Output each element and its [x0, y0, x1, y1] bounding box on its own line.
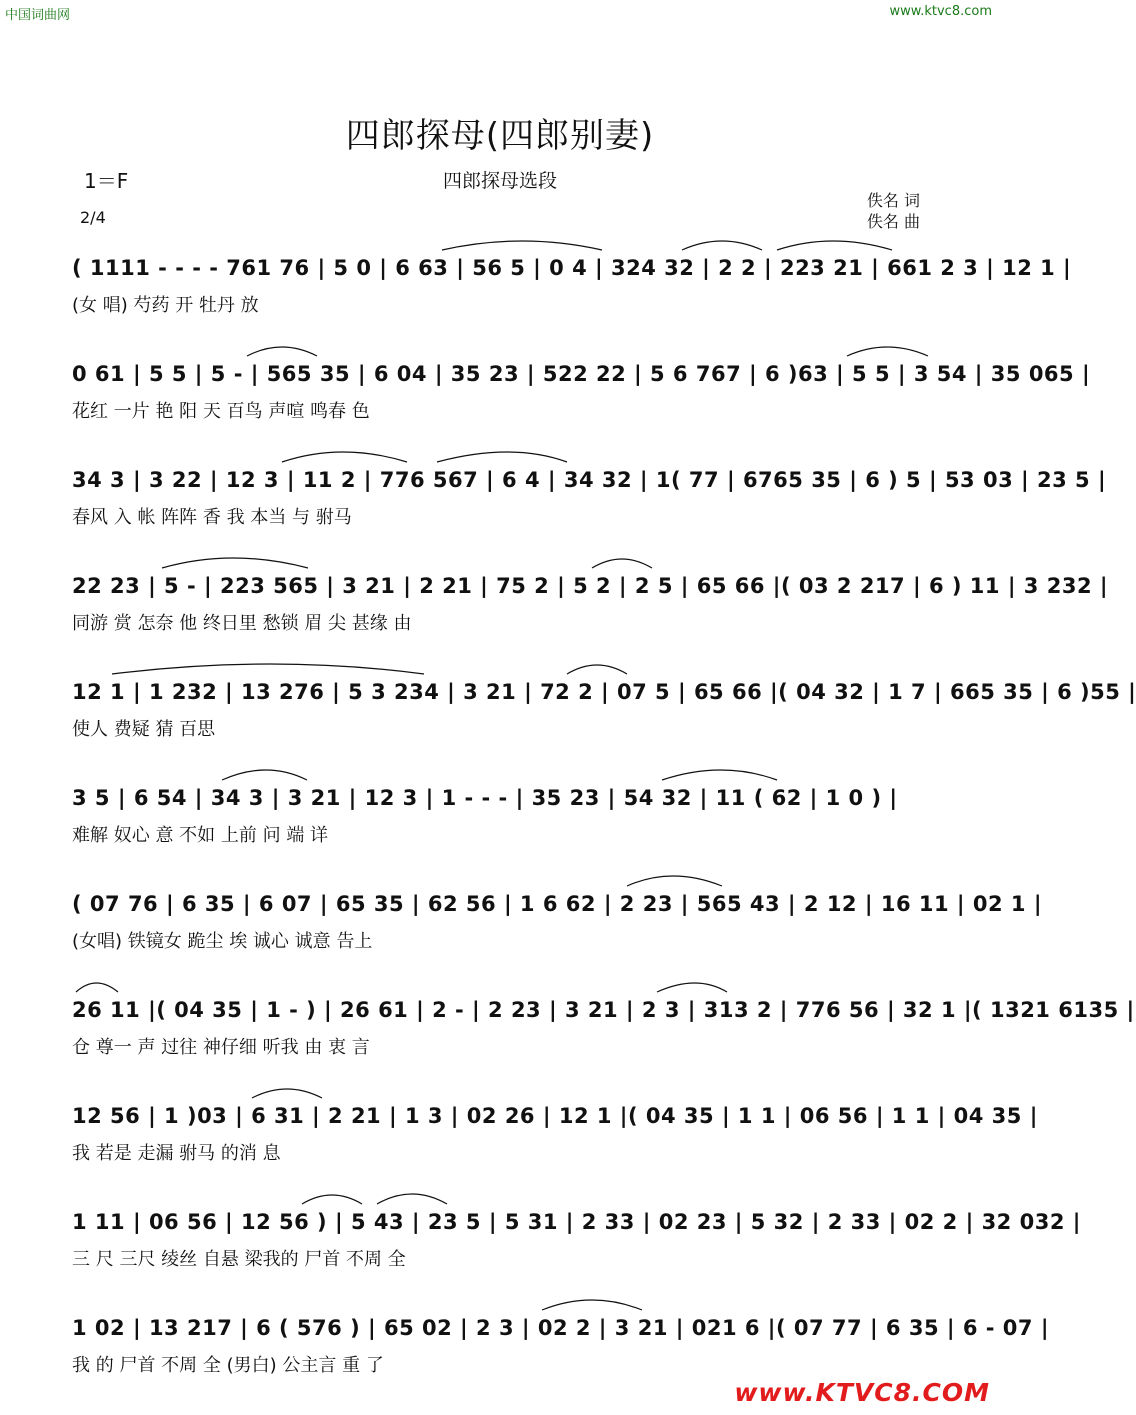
notation-line: 0 61 | 5 5 | 5 - | 565 35 | 6 04 | 35 23 | 522 22 | 5 6 767 | 6 )63 | 5 5 | 3 54 | 35 065 | — [72, 362, 1091, 386]
lyrics-line: 我 若是 走漏 驸马 的消 息 — [72, 1143, 281, 1164]
time-signature: 2/4 — [80, 208, 106, 227]
lyrics-line: 我 的 尸首 不周 全 (男白) 公主言 重 了 — [72, 1355, 384, 1376]
notation-line: ( 1111 - - - - 761 76 | 5 0 | 6 63 | 56 5 | 0 4 | 324 32 | 2 2 | 223 21 | 661 2 3 | 12 1 | — [72, 256, 1072, 280]
slur-mark — [72, 1188, 928, 1206]
lyrics-line: 春风 入 帐 阵阵 香 我 本当 与 驸马 — [72, 507, 352, 528]
notation-line: 1 11 | 06 56 | 12 56 ) | 5 43 | 23 5 | 5 31 | 2 33 | 02 23 | 5 32 | 2 33 | 02 2 | 32 032 | — [72, 1210, 1081, 1234]
lyrics-line: (女唱) 铁镜女 跪尘 埃 诚心 诚意 告上 — [72, 931, 373, 952]
slur-mark — [72, 764, 928, 782]
notation-line: 3 5 | 6 54 | 34 3 | 3 21 | 12 3 | 1 - - - | 35 23 | 54 32 | 11 ( 62 | 1 0 ) | — [72, 786, 898, 810]
lyrics-line: (女 唱) 芍药 开 牡丹 放 — [72, 295, 259, 316]
watermark-logo[interactable]: www.KTVC8.COM — [734, 1378, 990, 1407]
notation-line: 12 1 | 1 232 | 13 276 | 5 3 234 | 3 21 | 72 2 | 07 5 | 65 66 |( 04 32 | 1 7 | 665 35 | 6 )55 | — [72, 680, 1136, 704]
notation-line: 26 11 |( 04 35 | 1 - ) | 26 61 | 2 - | 2 23 | 3 21 | 2 3 | 313 2 | 776 56 | 32 1 |( 1321 6135 | — [72, 998, 1135, 1022]
notation-line: 34 3 | 3 22 | 12 3 | 11 2 | 776 567 | 6 4 | 34 32 | 1( 77 | 6765 35 | 6 ) 5 | 53 03 | 23 5 | — [72, 468, 1107, 492]
slur-mark — [72, 870, 928, 888]
lyrics-line: 花红 一片 艳 阳 天 百鸟 声喧 鸣春 色 — [72, 401, 370, 422]
notation-line: ( 07 76 | 6 35 | 6 07 | 65 35 | 62 56 | 1 6 62 | 2 23 | 565 43 | 2 12 | 16 11 | 02 1 | — [72, 892, 1043, 916]
site-url-right[interactable]: www.ktvc8.com — [889, 4, 992, 19]
slur-mark — [72, 446, 928, 464]
slur-mark — [72, 340, 928, 358]
slur-mark — [72, 1294, 928, 1312]
notation-line: 1 02 | 13 217 | 6 ( 576 ) | 65 02 | 2 3 | 02 2 | 3 21 | 021 6 |( 07 77 | 6 35 | 6 - 07 | — [72, 1316, 1050, 1340]
page-title: 四郎探母(四郎别妻) — [345, 116, 655, 156]
notation-line: 22 23 | 5 - | 223 565 | 3 21 | 2 21 | 75 2 | 5 2 | 2 5 | 65 66 |( 03 2 217 | 6 ) 11 | 3 232 | — [72, 574, 1109, 598]
composer-credit: 佚名 曲 — [866, 212, 920, 231]
lyricist-credit: 佚名 词 — [866, 191, 920, 210]
slur-mark — [72, 976, 928, 994]
slur-mark — [72, 234, 928, 252]
slur-mark — [72, 658, 928, 676]
subtitle: 四郎探母选段 — [442, 170, 557, 192]
slur-mark — [72, 552, 928, 570]
lyrics-line: 仓 尊一 声 过往 神仔细 听我 由 衷 言 — [72, 1037, 370, 1058]
lyrics-line: 同游 赏 怎奈 他 终日里 愁锁 眉 尖 甚缘 由 — [72, 613, 412, 634]
key-signature: 1＝F — [84, 169, 129, 193]
slur-mark — [72, 1082, 928, 1100]
site-name-left[interactable]: 中国词曲网 — [5, 8, 71, 23]
notation-line: 12 56 | 1 )03 | 6 31 | 2 21 | 1 3 | 02 26 | 12 1 |( 04 35 | 1 1 | 06 56 | 1 1 | 04 35 | — [72, 1104, 1038, 1128]
lyrics-line: 三 尺 三尺 绫丝 自悬 梁我的 尸首 不周 全 — [72, 1249, 406, 1270]
lyrics-line: 使人 费疑 猜 百思 — [72, 719, 216, 740]
lyrics-line: 难解 奴心 意 不如 上前 问 端 详 — [72, 825, 329, 846]
